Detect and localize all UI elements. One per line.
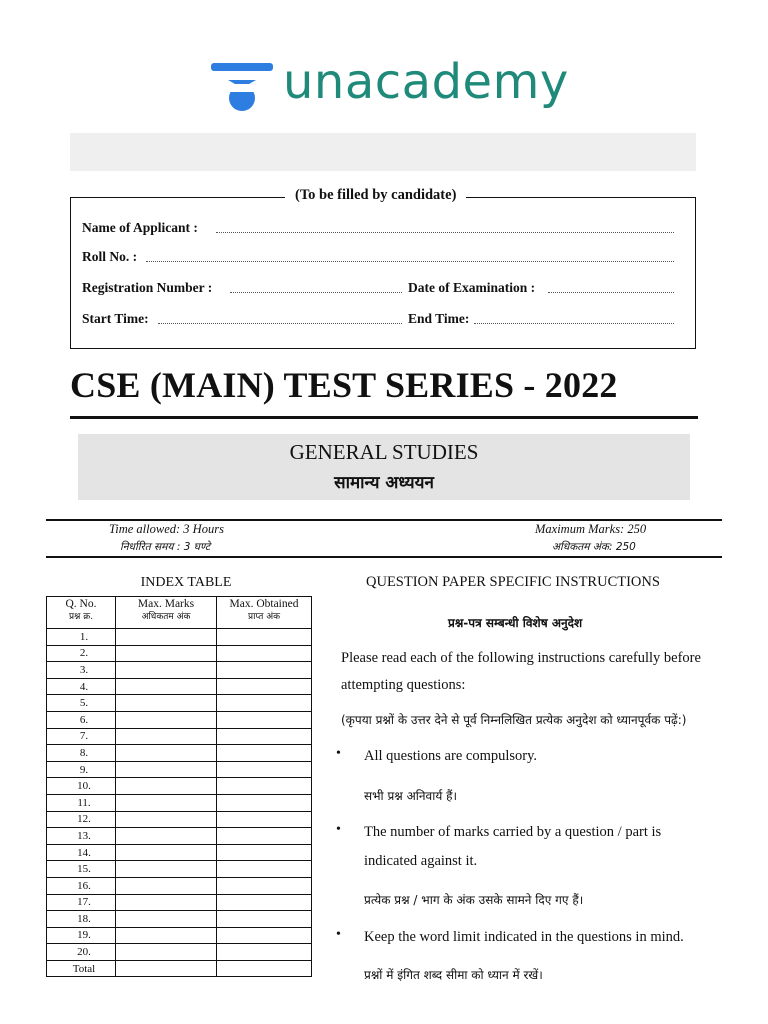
marks-obtained-cell[interactable] bbox=[217, 695, 312, 712]
question-number: 3. bbox=[47, 662, 116, 679]
max-marks-header: Max. Marks अधिकतम अंक bbox=[116, 597, 217, 629]
name-of-applicant-field[interactable] bbox=[216, 232, 674, 233]
question-number: 17. bbox=[47, 894, 116, 911]
marks-obtained-cell[interactable] bbox=[217, 844, 312, 861]
max-marks-cell[interactable] bbox=[116, 911, 217, 928]
max-marks-cell[interactable] bbox=[116, 728, 217, 745]
table-row bbox=[47, 911, 312, 928]
subject-banner bbox=[78, 434, 690, 500]
table-row bbox=[47, 844, 312, 861]
instruction-2-en-line1: The number of marks carried by a question / part is bbox=[364, 824, 662, 840]
table-row bbox=[47, 861, 312, 878]
question-number: 15. bbox=[47, 861, 116, 878]
instructions-title-hi: प्रश्न-पत्र सम्बन्धी विशेष अनुदेश bbox=[448, 616, 583, 630]
time-allowed-en: Time allowed: 3 Hours bbox=[109, 522, 224, 536]
bullet-icon: • bbox=[336, 927, 341, 942]
marks-obtained-cell[interactable] bbox=[217, 828, 312, 845]
instruction-1-hi: सभी प्रश्न अनिवार्य हैं। bbox=[364, 789, 458, 803]
table-row bbox=[47, 828, 312, 845]
table-row bbox=[47, 944, 312, 961]
max-marks-cell[interactable] bbox=[116, 794, 217, 811]
start-time-label: Start Time: bbox=[82, 311, 149, 326]
max-marks-cell[interactable] bbox=[116, 629, 217, 646]
marks-obtained-cell[interactable] bbox=[217, 745, 312, 762]
question-number: 16. bbox=[47, 877, 116, 894]
table-row bbox=[47, 778, 312, 795]
question-number: 14. bbox=[47, 844, 116, 861]
max-marks-cell[interactable] bbox=[116, 645, 217, 662]
table-row bbox=[47, 877, 312, 894]
max-marks-cell[interactable] bbox=[116, 662, 217, 679]
name-of-applicant-label: Name of Applicant : bbox=[82, 220, 198, 235]
roll-no-field[interactable] bbox=[146, 261, 674, 262]
max-marks-cell[interactable] bbox=[116, 811, 217, 828]
marks-obtained-cell[interactable] bbox=[217, 861, 312, 878]
max-marks-cell[interactable] bbox=[116, 678, 217, 695]
barcode-strip bbox=[70, 133, 696, 171]
table-row bbox=[47, 894, 312, 911]
table-row bbox=[47, 629, 312, 646]
question-number: 20. bbox=[47, 944, 116, 961]
max-marks-cell[interactable] bbox=[116, 711, 217, 728]
instructions-title: QUESTION PAPER SPECIFIC INSTRUCTIONS bbox=[366, 574, 660, 590]
instruction-3-hi: प्रश्नों में इंगित शब्द सीमा को ध्यान में रखें। bbox=[364, 968, 543, 982]
date-of-examination-label: Date of Examination : bbox=[408, 280, 536, 295]
marks-obtained-cell[interactable] bbox=[217, 877, 312, 894]
marks-obtained-cell[interactable] bbox=[217, 927, 312, 944]
end-time-label: End Time: bbox=[408, 311, 470, 326]
total-label: Total bbox=[47, 960, 116, 977]
end-time-field[interactable] bbox=[474, 323, 674, 324]
marks-obtained-cell[interactable] bbox=[217, 911, 312, 928]
marks-obtained-cell[interactable] bbox=[217, 711, 312, 728]
table-row bbox=[47, 711, 312, 728]
subject-title-hi: सामान्य अध्ययन bbox=[334, 473, 434, 493]
max-marks-cell[interactable] bbox=[116, 927, 217, 944]
table-row bbox=[47, 761, 312, 778]
marks-obtained-cell[interactable] bbox=[217, 811, 312, 828]
maximum-marks-en: Maximum Marks: 250 bbox=[535, 522, 647, 536]
question-number: 6. bbox=[47, 711, 116, 728]
instruction-3-en: Keep the word limit indicated in the questions in mind. bbox=[364, 929, 684, 945]
page-title: CSE (MAIN) TEST SERIES - 2022 bbox=[70, 365, 618, 405]
bullet-icon: • bbox=[336, 822, 341, 837]
title-underline bbox=[70, 416, 698, 419]
max-marks-cell[interactable] bbox=[116, 877, 217, 894]
bullet-icon: • bbox=[336, 746, 341, 761]
index-table-header bbox=[47, 597, 312, 629]
marks-obtained-cell[interactable] bbox=[217, 678, 312, 695]
meta-divider-bottom bbox=[46, 556, 722, 558]
marks-obtained-cell[interactable] bbox=[217, 662, 312, 679]
max-marks-cell[interactable] bbox=[116, 861, 217, 878]
roll-no-label: Roll No. : bbox=[82, 249, 138, 264]
marks-obtained-cell[interactable] bbox=[217, 761, 312, 778]
marks-obtained-cell[interactable] bbox=[217, 794, 312, 811]
max-obtained-header: Max. Obtained प्राप्त अंक bbox=[217, 597, 312, 629]
qno-header: Q. No. प्रश्न क्र. bbox=[47, 597, 116, 629]
table-row bbox=[47, 811, 312, 828]
table-row bbox=[47, 662, 312, 679]
meta-divider-top bbox=[46, 519, 722, 521]
instruction-1-en: All questions are compulsory. bbox=[364, 748, 538, 764]
index-table-total-row bbox=[47, 960, 312, 977]
table-row bbox=[47, 695, 312, 712]
index-table-title: INDEX TABLE bbox=[140, 575, 232, 590]
unacademy-logo-icon bbox=[211, 60, 275, 120]
question-number: 5. bbox=[47, 695, 116, 712]
question-number: 19. bbox=[47, 927, 116, 944]
marks-obtained-cell[interactable] bbox=[217, 629, 312, 646]
start-time-field[interactable] bbox=[158, 323, 402, 324]
subject-title-en: GENERAL STUDIES bbox=[289, 440, 479, 464]
question-number: 13. bbox=[47, 828, 116, 845]
instruction-2-hi: प्रत्येक प्रश्न / भाग के अंक उसके सामने दिए गए हैं। bbox=[364, 893, 584, 907]
question-number: 2. bbox=[47, 645, 116, 662]
table-row bbox=[47, 927, 312, 944]
max-marks-cell[interactable] bbox=[116, 761, 217, 778]
registration-number-label: Registration Number : bbox=[82, 280, 213, 295]
time-allowed-hi: निर्धारित समय : 3 घण्टे bbox=[120, 541, 211, 553]
question-number: 10. bbox=[47, 778, 116, 795]
table-row bbox=[47, 728, 312, 745]
instructions-intro-hi: (कृपया प्रश्नों के उत्तर देने से पूर्व निम्नलिखित प्रत्येक अनुदेश को ध्यानपूर्वक पढ़ें:) bbox=[341, 713, 687, 727]
max-marks-cell[interactable] bbox=[116, 828, 217, 845]
marks-obtained-cell[interactable] bbox=[217, 960, 312, 977]
marks-obtained-cell[interactable] bbox=[217, 778, 312, 795]
instructions-intro-line2: attempting questions: bbox=[341, 677, 466, 693]
marks-obtained-cell[interactable] bbox=[217, 894, 312, 911]
question-number: 8. bbox=[47, 745, 116, 762]
table-row bbox=[47, 678, 312, 695]
date-of-examination-field[interactable] bbox=[548, 292, 674, 293]
marks-obtained-cell[interactable] bbox=[217, 645, 312, 662]
question-number: 7. bbox=[47, 728, 116, 745]
candidate-box-caption: (To be filled by candidate) bbox=[285, 187, 466, 204]
unacademy-logo bbox=[211, 54, 569, 120]
table-row bbox=[47, 645, 312, 662]
max-marks-cell[interactable] bbox=[116, 695, 217, 712]
question-number: 4. bbox=[47, 678, 116, 695]
marks-obtained-cell[interactable] bbox=[217, 728, 312, 745]
max-marks-cell[interactable] bbox=[116, 960, 217, 977]
max-marks-cell[interactable] bbox=[116, 745, 217, 762]
question-number: 11. bbox=[47, 794, 116, 811]
registration-number-field[interactable] bbox=[230, 292, 402, 293]
instruction-2-en-line2: indicated against it. bbox=[364, 853, 478, 869]
question-number: 9. bbox=[47, 761, 116, 778]
max-marks-cell[interactable] bbox=[116, 778, 217, 795]
index-table bbox=[46, 596, 312, 977]
question-number: 18. bbox=[47, 911, 116, 928]
table-row bbox=[47, 794, 312, 811]
question-number: 1. bbox=[47, 629, 116, 646]
max-marks-cell[interactable] bbox=[116, 894, 217, 911]
max-marks-cell[interactable] bbox=[116, 844, 217, 861]
marks-obtained-cell[interactable] bbox=[217, 944, 312, 961]
question-number: 12. bbox=[47, 811, 116, 828]
table-row bbox=[47, 745, 312, 762]
maximum-marks-hi: अधिकतम अंक: 250 bbox=[552, 541, 636, 553]
logo-wordmark: unacademy bbox=[283, 54, 569, 110]
max-marks-cell[interactable] bbox=[116, 944, 217, 961]
instructions-intro-line1: Please read each of the following instructions carefully before bbox=[341, 650, 701, 666]
